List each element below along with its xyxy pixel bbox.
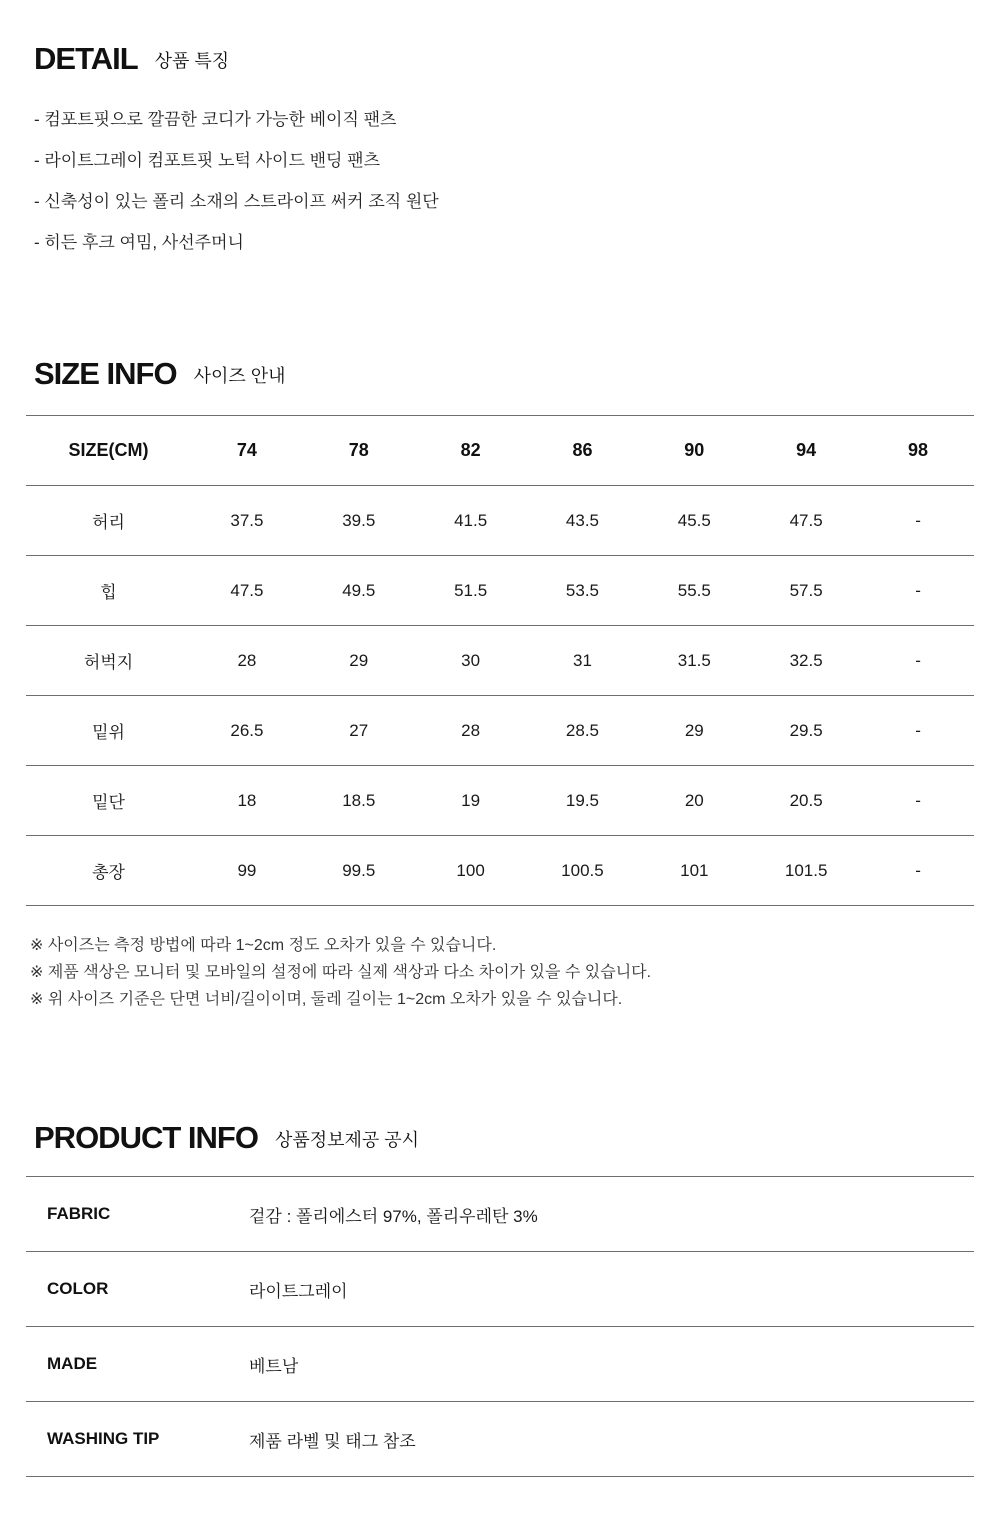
size-value-cell: 45.5 [638, 486, 750, 556]
detail-bullet-item: - 히든 후크 여밈, 사선주머니 [34, 233, 244, 252]
size-value-cell: 28 [415, 696, 527, 766]
detail-bullet-item: - 라이트그레이 컴포트핏 노턱 사이드 밴딩 팬츠 [34, 151, 381, 170]
size-value-cell: 29 [638, 696, 750, 766]
size-column-header: 82 [415, 416, 527, 486]
size-table-header-row [26, 416, 974, 486]
product-info-section [26, 1121, 974, 1477]
size-value-cell: - [862, 836, 974, 906]
size-value-cell: 53.5 [527, 556, 639, 626]
size-value-cell: 37.5 [191, 486, 303, 556]
product-info-value: 겉감 : 폴리에스터 97%, 폴리우레탄 3% [249, 1177, 974, 1252]
size-table [26, 415, 974, 906]
size-table-row [26, 836, 974, 906]
size-row-label: 허벅지 [26, 626, 191, 696]
size-info-subtitle: 사이즈 안내 [193, 366, 286, 386]
size-note-line: ※ 위 사이즈 기준은 단면 너비/길이이며, 둘레 길이는 1~2cm 오차가 있을 수 있습니다. [30, 991, 623, 1008]
size-value-cell: - [862, 626, 974, 696]
product-info-label: COLOR [26, 1252, 249, 1327]
size-value-cell: 99.5 [303, 836, 415, 906]
size-value-cell: - [862, 696, 974, 766]
size-value-cell: 32.5 [750, 626, 862, 696]
product-info-table [26, 1176, 974, 1477]
detail-bullet-list [26, 99, 974, 263]
size-value-cell: 29 [303, 626, 415, 696]
size-value-cell: 99 [191, 836, 303, 906]
size-value-cell: 18 [191, 766, 303, 836]
size-value-cell: 57.5 [750, 556, 862, 626]
size-row-label: 허리 [26, 486, 191, 556]
size-value-cell: 18.5 [303, 766, 415, 836]
size-column-header: 78 [303, 416, 415, 486]
size-note-line: ※ 사이즈는 측정 방법에 따라 1~2cm 정도 오차가 있을 수 있습니다. [30, 937, 497, 954]
size-row-label: 밑위 [26, 696, 191, 766]
detail-title: DETAIL [34, 41, 138, 76]
size-value-cell: - [862, 486, 974, 556]
product-info-table-body [26, 1177, 974, 1477]
size-value-cell: 39.5 [303, 486, 415, 556]
detail-section-header [26, 42, 974, 75]
size-table-row [26, 556, 974, 626]
size-row-label: 밑단 [26, 766, 191, 836]
product-info-value: 제품 라벨 및 태그 참조 [249, 1402, 974, 1477]
size-value-cell: 20 [638, 766, 750, 836]
size-column-header: 86 [527, 416, 639, 486]
size-value-cell: 41.5 [415, 486, 527, 556]
product-info-title: PRODUCT INFO [34, 1120, 258, 1155]
size-value-cell: 28 [191, 626, 303, 696]
size-column-header: 94 [750, 416, 862, 486]
size-table-row [26, 696, 974, 766]
size-value-cell: 28.5 [527, 696, 639, 766]
size-value-cell: 101.5 [750, 836, 862, 906]
product-info-section-header [26, 1121, 974, 1154]
size-column-header: 98 [862, 416, 974, 486]
size-value-cell: 20.5 [750, 766, 862, 836]
size-table-row [26, 626, 974, 696]
size-value-cell: 27 [303, 696, 415, 766]
detail-subtitle: 상품 특징 [154, 51, 230, 71]
size-table-row [26, 486, 974, 556]
size-value-cell: 51.5 [415, 556, 527, 626]
size-value-cell: 100 [415, 836, 527, 906]
size-value-cell: 43.5 [527, 486, 639, 556]
size-row-label: 총장 [26, 836, 191, 906]
size-column-header: 90 [638, 416, 750, 486]
product-info-row [26, 1327, 974, 1402]
size-value-cell: 100.5 [527, 836, 639, 906]
detail-bullet-item: - 신축성이 있는 폴리 소재의 스트라이프 써커 조직 원단 [34, 192, 439, 211]
product-info-subtitle: 상품정보제공 공시 [274, 1130, 420, 1150]
product-info-label: MADE [26, 1327, 249, 1402]
size-info-section [26, 357, 974, 1013]
size-info-title: SIZE INFO [34, 356, 177, 391]
size-note-line: ※ 제품 색상은 모니터 및 모바일의 설정에 따라 실제 색상과 다소 차이가 있을 수 있습니다. [30, 964, 652, 981]
size-value-cell: 47.5 [191, 556, 303, 626]
size-table-row [26, 766, 974, 836]
size-notes [26, 932, 974, 1013]
size-value-cell: 19 [415, 766, 527, 836]
product-info-row [26, 1177, 974, 1252]
size-value-cell: 55.5 [638, 556, 750, 626]
product-info-row [26, 1402, 974, 1477]
product-info-label: WASHING TIP [26, 1402, 249, 1477]
size-value-cell: - [862, 766, 974, 836]
product-info-value: 베트남 [249, 1327, 974, 1402]
size-column-header: 74 [191, 416, 303, 486]
detail-section [26, 0, 974, 263]
size-table-body [26, 486, 974, 906]
product-info-value: 라이트그레이 [249, 1252, 974, 1327]
size-value-cell: 19.5 [527, 766, 639, 836]
size-value-cell: 49.5 [303, 556, 415, 626]
size-value-cell: 30 [415, 626, 527, 696]
detail-bullet-item: - 컴포트핏으로 깔끔한 코디가 가능한 베이직 팬츠 [34, 110, 397, 129]
size-header-label-cell: SIZE(CM) [26, 416, 191, 486]
size-row-label: 힙 [26, 556, 191, 626]
size-value-cell: 47.5 [750, 486, 862, 556]
product-info-label: FABRIC [26, 1177, 249, 1252]
size-value-cell: 31 [527, 626, 639, 696]
size-value-cell: 26.5 [191, 696, 303, 766]
size-value-cell: 101 [638, 836, 750, 906]
product-info-row [26, 1252, 974, 1327]
size-value-cell: - [862, 556, 974, 626]
size-info-section-header [26, 357, 974, 390]
size-value-cell: 31.5 [638, 626, 750, 696]
size-value-cell: 29.5 [750, 696, 862, 766]
